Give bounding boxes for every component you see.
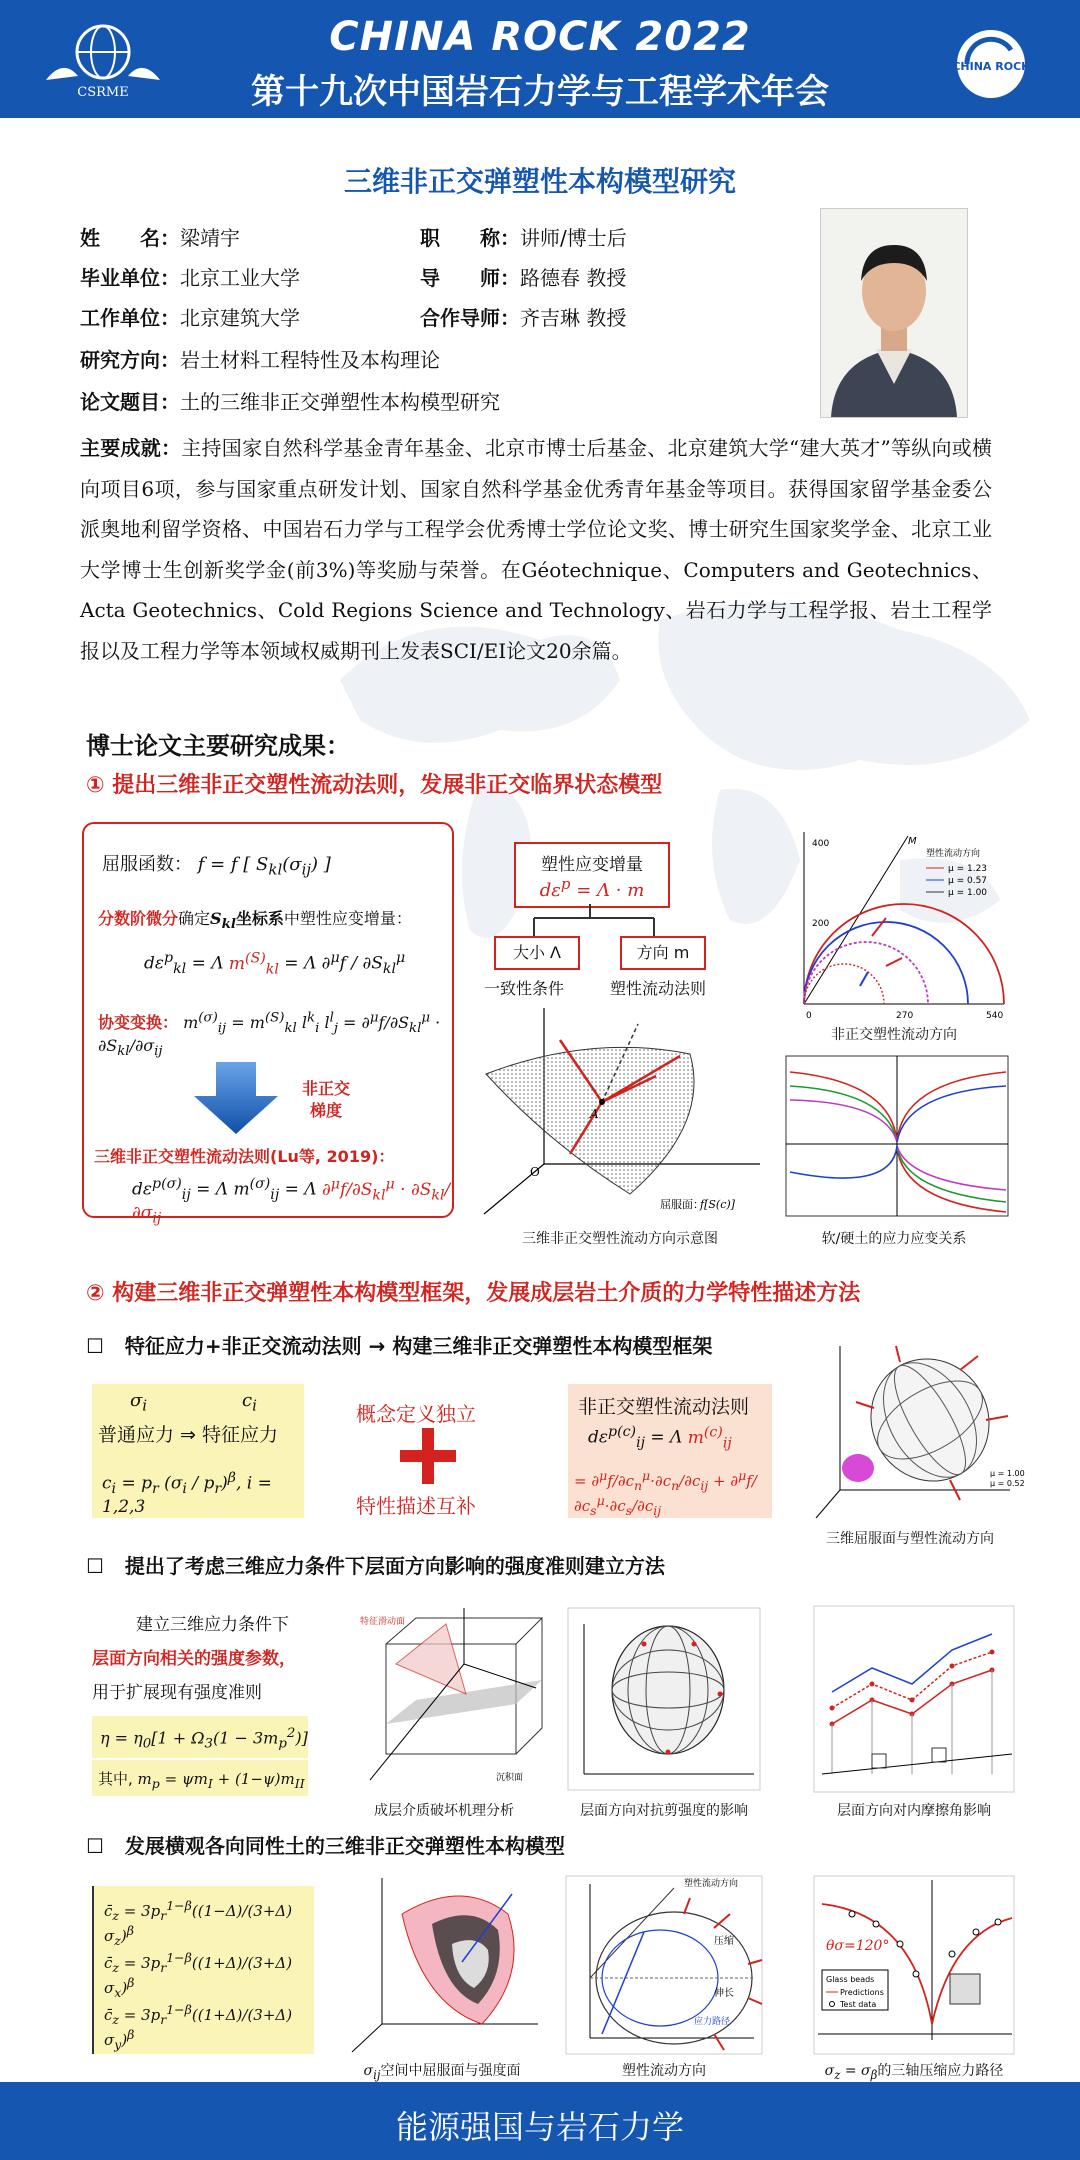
caption-triaxial: $\sigma_z = \sigma_\beta$的三轴压缩应力路径: [824, 2063, 1004, 2082]
compression-label: 压缩: [714, 1936, 734, 1947]
shear-strength-figure: [564, 1604, 764, 1794]
flow-legend-title: 塑性流动方向: [684, 1879, 739, 1889]
graduate-row: 毕业单位：北京工业大学: [80, 266, 300, 290]
flow-rule-label: 三维非正交塑性流动法则(Lu等, 2019)：: [94, 1147, 395, 1166]
coadvisor-row: 合作导师：齐吉琳 教授: [420, 306, 627, 330]
down-arrow-icon: [194, 1062, 278, 1134]
plus-icon: [400, 1428, 456, 1484]
yield-surface-label: 屈服面：: [660, 1198, 704, 1211]
svg-text:400: 400: [812, 839, 830, 849]
nonorthogonal-rule-box: 非正交塑性流动法则 $d\varepsilon^{p(c)}_{ij} = \Lambda$ $m^{(c)}_{ij}$ = $\partial^\mu f/\partial c_n^\mu\cdot\partial c_n/\partial c_{ij} + \partial^\mu f/\partial c_s^\mu\cdot\partial c_s/\partial c_{ij}$: [568, 1384, 772, 1518]
theta-angle-label: θσ=120°: [826, 1938, 890, 1954]
author-photo: [820, 208, 968, 418]
yield-strength-surface-figure: [342, 1874, 542, 2056]
china-rock-logo-icon: [952, 28, 1030, 100]
svg-text:μ = 1.00: μ = 1.00: [990, 1469, 1025, 1478]
bedding-plane-label: 沉积面: [496, 1773, 524, 1783]
branch-connector: [494, 904, 694, 938]
transverse-isotropy-formulas: $c̄_z = 3p_r^{1-\beta}((1-\Delta)/(3+\Delta)$ $\sigma_z)^\beta$ $c̄_z = 3p_r^{1-\beta}((1+\Delta)/(3+\Delta)$ $\sigma_x)^\beta$ $c̄_z = 3p_r^{1-\beta}((1+\Delta)/(3+\Delta)$ $\sigma_y)^\beta$: [92, 1886, 314, 2054]
thesis-row: 论文题目：土的三维非正交弹塑性本构模型研究: [80, 390, 500, 414]
svg-text:μ = 1.23: μ = 1.23: [948, 864, 988, 874]
extension-label: 伸长: [714, 1988, 734, 1999]
checkbox-icon: ☐: [86, 1334, 104, 1358]
slip-plane-label: 特征滑动面: [360, 1617, 406, 1627]
footer-slogan: 能源强国与岩石力学: [395, 2108, 684, 2146]
work-row: 工作单位：北京建筑大学: [80, 306, 300, 330]
flow-direction-chart: [776, 826, 1012, 1022]
svg-text:μ = 0.52: μ = 0.52: [990, 1479, 1025, 1488]
part2-heading: ② 构建三维非正交弹塑性本构模型框架，发展成层岩土介质的力学特性描述方法: [86, 1281, 861, 1306]
yield-function-row: 屈服函数： f = f [ $S_{kl}(\sigma_{ij})$ ]: [102, 854, 331, 879]
brand-title: CHINA ROCK 2022: [329, 14, 751, 60]
stress-strain-chart: [776, 1052, 1012, 1220]
flow-direction-schematic: [470, 1004, 770, 1226]
subsection-3: ☐ 发展横观各向同性土的三维非正交弹塑性本构模型: [86, 1834, 565, 1858]
normal-to-char-stress: 普通应力 ⇒ 特征应力: [98, 1424, 279, 1446]
caption-failure: 成层介质破坏机理分析: [374, 1803, 514, 1819]
research-results-heading: 博士论文主要研究成果：: [86, 732, 350, 760]
characteristic-stress-box: $\sigma_i$ $c_i$ 普通应力 ⇒ 特征应力 $c_i = p_r$ $(\sigma_i / p_r)^\beta$, i = 1,2,3: [92, 1384, 304, 1518]
job-title-row: 职 称：讲师/博士后: [420, 226, 627, 250]
consistency-condition-label: 一致性条件: [484, 979, 565, 998]
conference-title: 第十九次中国岩石力学与工程学术年会: [251, 72, 829, 112]
formula-strain-increment: $d\varepsilon^p_{kl} = \Lambda$ $m^{(S)}_{kl} = \Lambda$ $\partial^\mu f / \partial S_{kl}^\mu$: [144, 950, 406, 978]
3d-yield-surface-figure: [810, 1340, 1025, 1522]
non-orthogonal-gradient-note: 非正交 梯度: [302, 1079, 351, 1120]
eta-formula: $\eta = \eta_0[1 + \Omega_3(1 - 3m_p^2)]$: [92, 1716, 308, 1758]
friction-angle-figure: [812, 1604, 1016, 1794]
achievements-paragraph: 主要成就：主持国家自然科学基金青年基金、北京市博士后基金、北京建筑大学“建大英才”等纵向或横向项目6项，参与国家重点研发计划、国家自然科学基金优秀青年基金等项目。获得国家留学基金委公派奥地利留学资格、中国岩石力学与工程学会优秀博士学位论文奖、博士研究生国家奖学金、北京工业大学博士生创新奖学金(前3%)等奖励与荣誉。在Géotechnique、Computers and Geotechnics、Acta Geotechnics、Cold Regions Science and Technology、岩石力学与工程学报、岩土工程学报以及工程力学等本领域权威期刊上发表SCI/EI论文20余篇。: [80, 436, 993, 663]
advisor-row: 导 师：路德春 教授: [420, 266, 627, 290]
subsection-2: ☐ 提出了考虑三维应力条件下层面方向影响的强度准则建立方法: [86, 1554, 665, 1578]
direction-box: 方向 m: [620, 936, 706, 970]
formula-3d-flow-rule: $d\varepsilon^{p(\sigma)}_{ij} = \Lambda$ $m^{(\sigma)}_{ij} = \Lambda$ $\partial^\mu f/\partial S_{kl}^\mu \cdot \partial S_{kl}/\partial\sigma_{ij}$: [132, 1176, 451, 1227]
checkbox-icon: ☐: [86, 1834, 104, 1858]
svg-text:0: 0: [806, 1011, 812, 1021]
flow-rule-short-label: 塑性流动法则: [610, 979, 707, 998]
part1-heading: ① 提出三维非正交塑性流动法则，发展非正交临界状态模型: [86, 773, 663, 798]
caption-plastic-flow: 塑性流动方向: [622, 2063, 706, 2079]
svg-text:f[S(c)]: f[S(c)]: [700, 1198, 735, 1211]
concept-complementary-label: 特性描述互补: [356, 1494, 476, 1518]
header-banner: [0, 0, 1080, 118]
svg-text:200: 200: [812, 919, 830, 929]
footer-banner: [0, 2082, 1080, 2160]
fractional-derivative-row: 分数阶微分确定$S_{kl}$坐标系中塑性应变增量：: [98, 909, 412, 933]
flow-rule-formula-box: [82, 822, 454, 1227]
svg-text:μ = 1.00: μ = 1.00: [948, 888, 988, 898]
magnitude-box: 大小 Λ: [494, 936, 580, 970]
svg-text:M: M: [908, 836, 917, 847]
strength-parameter-text: 建立三维应力条件下 层面方向相关的强度参数， 用于扩展现有强度准则: [92, 1615, 296, 1703]
caption-3d-yield: 三维屈服面与塑性流动方向: [826, 1531, 994, 1547]
person-avatar-icon: [821, 209, 967, 417]
csrme-logo-text: CSRME: [77, 85, 129, 100]
checkbox-icon: ☐: [86, 1554, 104, 1578]
caption-friction: 层面方向对内摩擦角影响: [837, 1803, 991, 1819]
glass-beads-label: Glass beads: [826, 1975, 875, 1984]
predictions-label: Predictions: [840, 1988, 884, 1997]
research-row: 研究方向：岩土材料工程特性及本构理论: [80, 348, 440, 372]
legend-title: 塑性流动方向: [926, 849, 981, 859]
name-row: 姓 名：梁靖宇: [80, 226, 240, 250]
plastic-strain-increment-box: 塑性应变增量 $d\varepsilon^p = \Lambda \cdot m$: [514, 842, 670, 908]
caption-stress-strain: 软/硬土的应力应变关系: [821, 1231, 967, 1247]
stress-path-label: 应力路径: [694, 2017, 731, 2027]
svg-text:A: A: [590, 1107, 599, 1121]
plastic-flow-direction-figure: [564, 1874, 764, 2056]
covariant-row: 协变变换： $m^{(\sigma)}_{ij} = m^{(S)}_{kl}$ $l^k_i$ $l^l_j = \partial^\mu f/\partial S_{kl}^\mu \cdot \partial S_{kl}/\partial\sigma_{ij}$: [98, 1010, 441, 1060]
svg-text:μ = 0.57: μ = 0.57: [948, 876, 988, 886]
svg-text:270: 270: [896, 1011, 914, 1021]
subsection-1: ☐ 特征应力+非正交流动法则 → 构建三维非正交弹塑性本构模型框架: [86, 1334, 713, 1358]
caption-yield-strength: $\sigma_{ij}$空间中屈服面与强度面: [363, 2063, 521, 2082]
concept-independent-label: 概念定义独立: [356, 1402, 476, 1426]
triaxial-path-figure: [812, 1874, 1016, 2056]
caption-flow-direction: 非正交塑性流动方向: [831, 1027, 957, 1043]
caption-flow-schematic: 三维非正交塑性流动方向示意图: [522, 1231, 718, 1247]
svg-text:540: 540: [986, 1011, 1004, 1021]
caption-shear: 层面方向对抗剪强度的影响: [580, 1803, 748, 1819]
svg-text:O: O: [530, 1165, 540, 1179]
failure-mechanism-figure: [346, 1604, 542, 1794]
mp-formula: 其中, $m_p = \psi m_I + (1-\psi)m_{II}$: [92, 1760, 308, 1796]
china-rock-logo-text: CHINA ROCK: [952, 60, 1030, 73]
test-data-label: Test data: [840, 2000, 877, 2009]
paper-title: 三维非正交弹塑性本构模型研究: [343, 165, 736, 198]
